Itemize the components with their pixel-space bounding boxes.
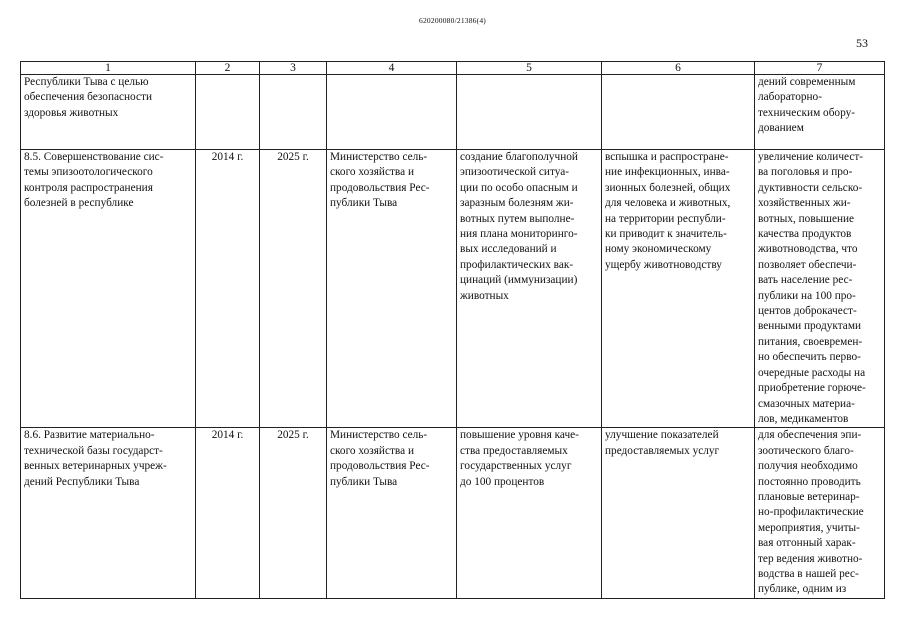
table-row (21, 428, 885, 598)
document-id: 620200080/21386(4) (419, 16, 486, 25)
table-row (21, 150, 885, 428)
measure-cell: 8.6. Развитие материально- технической базы государст- венных ветеринарных учреж- дений Республики Тыва (21, 428, 196, 598)
start-year-cell: 2014 г. (196, 150, 260, 428)
indicator-cell: повышение уровня каче- ства предоставляемых государственных услуг до 100 процентов (457, 428, 602, 598)
start-year-cell (196, 75, 260, 150)
executor-cell (327, 75, 457, 150)
end-year-cell: 2025 г. (260, 150, 327, 428)
executor-cell: Министерство сель- ского хозяйства и продовольствия Рес- публики Тыва (327, 428, 457, 598)
measures-table (20, 61, 885, 599)
column-header: 7 (755, 62, 885, 75)
column-header: 6 (602, 62, 755, 75)
relation-cell: для обеспечения эпи- зоотического благо- получия необходимо постоянно проводить плановые ветеринар- но-профилактические мероприятия, учиты- вая отгонный харак- тер ведения животно- водства в нашей рес- публике, одним из (755, 428, 885, 598)
indicator-cell: создание благополучной эпизоотической ситуа- ции по особо опасным и заразным болезням жи- вотных путем выполне- ния плана мониторинго- вых исследований и профилактических вак- цинаций (иммунизации) животных (457, 150, 602, 428)
executor-cell: Министерство сель- ского хозяйства и продовольствия Рес- публики Тыва (327, 150, 457, 428)
relation-cell: увеличение количест- ва поголовья и про- дуктивности сельско- хозяйственных жи- вотных, повышение качества продуктов животноводства, что позволяет обеспечи- вать население рес- публики на 100 про- центов доброкачест- венными продуктами питания, своевремен- но обеспечить перво- очередные расходы на приобретение горюче- смазочных материа- лов, медикаментов (755, 150, 885, 428)
consequences-cell (602, 75, 755, 150)
consequences-cell: вспышка и распростране- ние инфекционных, инва- зионных болезней, общих для человека и животных, на территории республи- ки приводит к значитель- ному экономическому ущербу животноводству (602, 150, 755, 428)
end-year-cell: 2025 г. (260, 428, 327, 598)
column-header: 3 (260, 62, 327, 75)
column-header: 4 (327, 62, 457, 75)
header-row (21, 62, 885, 75)
table-row (21, 75, 885, 150)
consequences-cell: улучшение показателей предоставляемых услуг (602, 428, 755, 598)
relation-cell: дений современным лабораторно- техническим обору- дованием (755, 75, 885, 150)
column-header: 1 (21, 62, 196, 75)
measure-cell: Республики Тыва с целью обеспечения безопасности здоровья животных (21, 75, 196, 150)
start-year-cell: 2014 г. (196, 428, 260, 598)
column-header: 2 (196, 62, 260, 75)
column-header: 5 (457, 62, 602, 75)
end-year-cell (260, 75, 327, 150)
indicator-cell (457, 75, 602, 150)
page-number: 53 (856, 36, 868, 50)
measure-cell: 8.5. Совершенствование сис- темы эпизоотологического контроля распространения болезней в республике (21, 150, 196, 428)
